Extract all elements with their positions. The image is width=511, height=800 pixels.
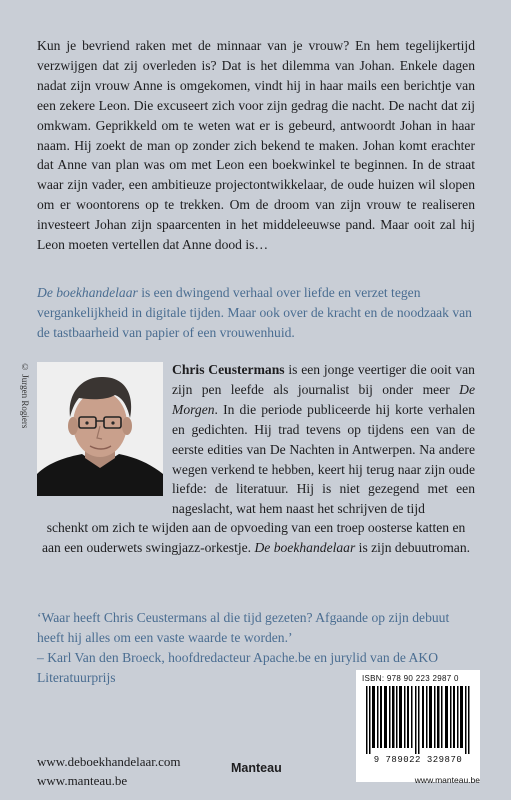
author-photo: [37, 362, 163, 496]
newspaper-title: De Morgen: [172, 381, 475, 417]
author-name: Chris Ceustermans: [172, 362, 285, 377]
bio-part-2: . In die periode publiceerde hij korte verhalen en gedichten. Hij trad tevens op tijdens een van de eerste edities van De Nachten in Antwerpen. Na andere wegen verkend te hebben, keert hij terug naar zijn oude liefde: de literatuur. Hij is niet gezegend met een nageslacht, wat hem naast het schrijven de tijd: [172, 401, 475, 517]
quote-attribution: – Karl Van den Broeck, hoofdredacteur Apache.be en jurylid van de AKO Literatuurprijs: [37, 649, 439, 685]
blurb-text: Kun je bevriend raken met de minnaar van je vrouw? En hem tegelijkertijd verzwijgen dat zij overleden is? Dat is het dilemma van Johan. Enkele dagen nadat zijn vrouw Anne is omgekomen, vindt hij in haar mails een berichtje van een zekere Leon. Die excuseert zich voor zijn gedrag die nacht. De nacht dat zij omkwam. Geprikkeld om te weten wat er is gebeurd, antwoordt Johan in haar naam. Hij zoekt de man op zonder zich bekend te maken. Johan komt erachter dat Anne van plan was om met Leon een boekwinkel te beginnen. In de straat waar zijn vader, een ambitieuze projectontwikkelaar, de oude huizen wil slopen om er woontorens op te trekken. Om de droom van zijn vrouw te realiseren investeert Johan zijn spaarcenten in het middeleeuwse pand. Maar ooit zal hij Leon moeten vertellen dat Anne dood is…: [37, 38, 475, 253]
publisher-logo: Manteau: [231, 761, 282, 775]
isbn-label: ISBN: 978 90 223 2987 0: [362, 674, 459, 683]
pitch-book-title: De boekhandelaar: [37, 285, 138, 300]
barcode-website: www.manteau.be: [414, 775, 480, 785]
bio-part-1: is een jonge veertiger die ooit van zijn pen leefde als journalist bij onder meer: [172, 362, 475, 397]
barcode-panel: [356, 670, 480, 782]
publisher-website-link[interactable]: www.manteau.be: [37, 773, 128, 788]
author-bio: [172, 360, 475, 519]
quote-text: ‘Waar heeft Chris Ceustermans al die tijd gezeten? Afgaande op zijn debuut heeft hij alles om een vaste waarde te worden.’: [37, 610, 450, 645]
bio-tail-end: is zijn debuutroman.: [355, 539, 471, 555]
bio-tail-text: schenkt om zich te wijden aan de opvoeding van een troep oosterse katten en aan een ouderwets swingjazz-orkestje.: [41, 520, 466, 555]
website-links: [37, 752, 181, 790]
pitch-text: [37, 283, 475, 343]
barcode-icon: [362, 686, 474, 754]
bio-tail-book-title: De boekhandelaar: [254, 539, 356, 555]
pitch-body: is een dwingend verhaal over liefde en verzet tegen vergankelijkheid in digitale tijden. Maar ook over de kracht en de noodzaak van de tastbaarheid van papier of een vrouwenhuid.: [37, 285, 472, 340]
photo-credit: © Jurgen Rogiers: [20, 362, 30, 429]
author-bio-continued: [37, 518, 475, 558]
book-website-link[interactable]: www.deboekhandelaar.com: [37, 754, 181, 769]
barcode-digits: 9 789022 329870: [373, 755, 463, 765]
